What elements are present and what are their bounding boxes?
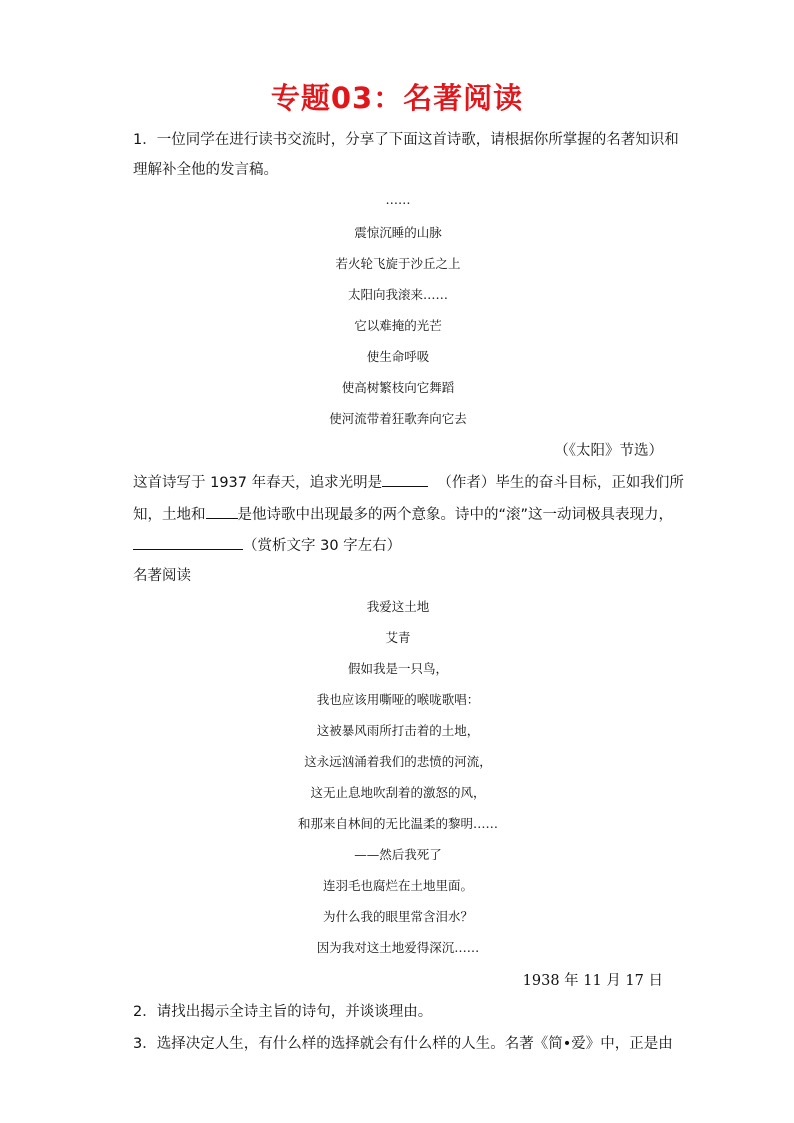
question-1-text-a2: （作者）毕生的奋斗目标，正如我们所 bbox=[437, 475, 684, 491]
question-1-text-c bbox=[133, 535, 663, 556]
poem-2-line-1: 假如我是一只鸟， bbox=[347, 661, 448, 676]
poem-ellipsis: …… bbox=[385, 192, 411, 207]
poem-1-line-5: 使生命呼吸 bbox=[366, 349, 430, 364]
poem-1-line-4: 它以难掩的光芒 bbox=[354, 318, 442, 333]
question-2: 2．请找出揭示全诗主旨的诗句，并谈谈理由。 bbox=[133, 1004, 433, 1020]
question-1-text-b1: 知，土地和 bbox=[133, 507, 206, 523]
answer-blank-author[interactable] bbox=[382, 472, 428, 487]
poem-1-line-1: 震惊沉睡的山脉 bbox=[354, 225, 442, 240]
poem-2-title: 我爱这土地 bbox=[366, 599, 430, 614]
page-title: 专题03：名著阅读 bbox=[270, 81, 524, 115]
question-1-text-b bbox=[133, 504, 674, 525]
question-1-text-a1: 这首诗写于 1937 年春天，追求光明是 bbox=[133, 475, 383, 491]
question-1-text-c-label: （赏析文字 30 字左右） bbox=[243, 538, 402, 554]
poem-1-line-3: 太阳向我滚来…… bbox=[347, 287, 448, 302]
question-1-text-b2: 是他诗歌中出现最多的两个意象。诗中的“滚”这一动词极具表现力， bbox=[237, 507, 674, 523]
poem-2-line-3: 这被暴风雨所打击着的土地， bbox=[316, 723, 480, 738]
poem-2-line-2: 我也应该用嘶哑的喉咙歌唱： bbox=[316, 692, 480, 707]
section-label: 名著阅读 bbox=[133, 568, 191, 584]
poem-2-line-10: 因为我对这土地爱得深沉…… bbox=[316, 940, 480, 955]
question-1-line-2: 理解补全他的发言稿。 bbox=[133, 162, 278, 178]
poem-2-line-4: 这永远汹涌着我们的悲愤的河流， bbox=[304, 754, 492, 769]
question-1-text-a bbox=[133, 472, 684, 493]
poem-1-line-2: 若火轮飞旋于沙丘之上 bbox=[335, 256, 461, 271]
answer-blank-appreciation[interactable] bbox=[133, 535, 243, 550]
poem-2-date: 1938 年 11 月 17 日 bbox=[522, 973, 663, 989]
answer-blank-image[interactable] bbox=[206, 504, 238, 519]
poem-2-line-6: 和那来自林间的无比温柔的黎明…… bbox=[297, 816, 498, 831]
poem-2-author: 艾青 bbox=[385, 630, 411, 645]
poem-2-line-8: 连羽毛也腐烂在土地里面。 bbox=[322, 878, 473, 893]
poem-1-line-6: 使高树繁枝向它舞蹈 bbox=[341, 380, 455, 395]
poem-2-line-5: 这无止息地吹刮着的激怒的风， bbox=[310, 785, 486, 800]
question-3: 3．选择决定人生，有什么样的选择就会有什么样的人生。名著《简•爱》中，正是由 bbox=[133, 1036, 673, 1052]
poem-2-line-7: ——然后我死了 bbox=[354, 847, 442, 862]
poem-2-line-9: 为什么我的眼里常含泪水？ bbox=[322, 909, 473, 924]
poem-1-source: （《太阳》节选） bbox=[554, 443, 663, 459]
question-1-line-1: 1．一位同学在进行读书交流时，分享了下面这首诗歌，请根据你所掌握的名著知识和 bbox=[133, 132, 679, 148]
poem-1-line-7: 使河流带着狂歌奔向它去 bbox=[329, 411, 467, 426]
